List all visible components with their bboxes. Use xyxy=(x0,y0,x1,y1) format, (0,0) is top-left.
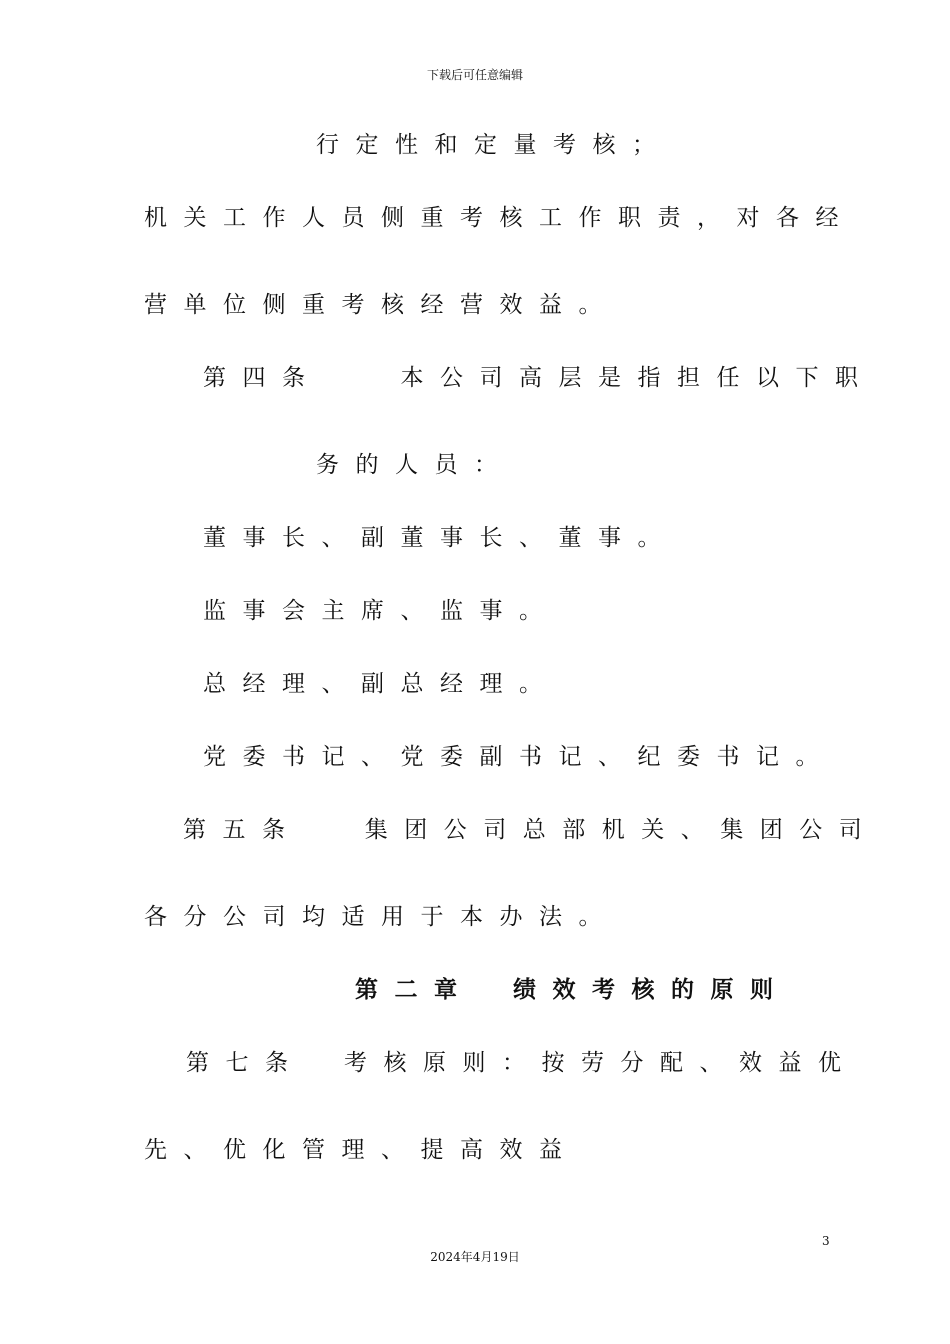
article-5-heading: 第五条 集团公司总部机关、集团公司 xyxy=(183,817,879,843)
list-item: 监事会主席、监事。 xyxy=(203,598,559,624)
body-line: 各分公司均适用于本办法。 xyxy=(144,904,618,930)
chapter-title: 第二章 绩效考核的原则 xyxy=(355,977,790,1003)
body-line: 务的人员： xyxy=(316,452,514,478)
body-line: 营单位侧重考核经营效益。 xyxy=(144,292,618,318)
page-header: 下载后可任意编辑 xyxy=(426,68,523,82)
page-number: 3 xyxy=(822,1234,830,1248)
body-line: 机关工作人员侧重考核工作职责，对各经 xyxy=(144,205,855,231)
list-item: 董事长、副董事长、董事。 xyxy=(203,525,677,551)
list-item: 党委书记、党委副书记、纪委书记。 xyxy=(203,744,835,770)
body-line: 先、优化管理、提高效益 xyxy=(144,1137,579,1163)
article-4-heading: 第四条 本公司高层是指担任以下职 xyxy=(203,365,875,391)
page-footer-date: 2024年4月19日 xyxy=(430,1250,520,1264)
article-7-heading: 第七条 考核原则：按劳分配、效益优 xyxy=(186,1050,858,1076)
body-line: 行定性和定量考核； xyxy=(316,132,672,158)
list-item: 总经理、副总经理。 xyxy=(203,671,559,697)
